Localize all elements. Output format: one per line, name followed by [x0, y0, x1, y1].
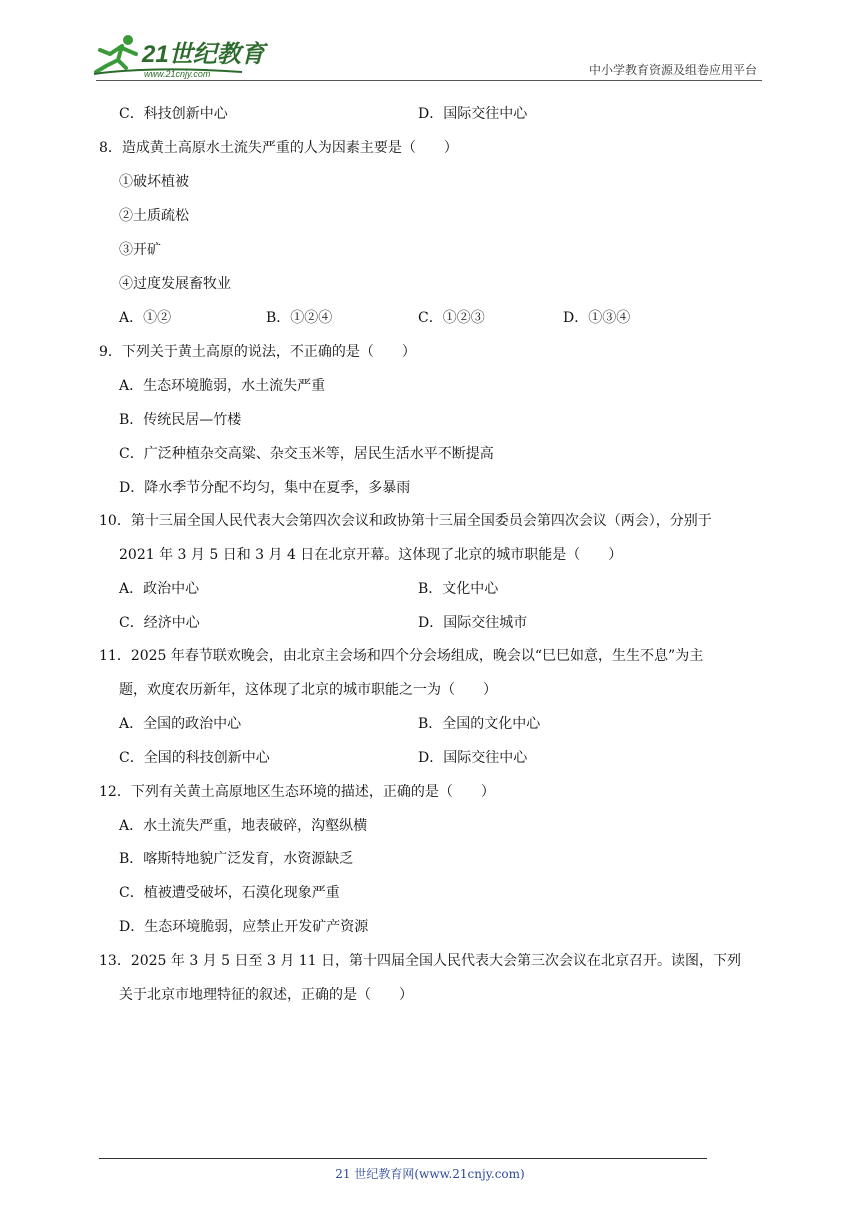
- q13-stem-line1: 13．2025 年 3 月 5 日至 3 月 11 日，第十四届全国人民代表大会第三次会议在北京召开。读图，下列: [99, 953, 742, 969]
- q8-item-2: ②土质疏松: [119, 208, 189, 224]
- q12-stem: 12．下列有关黄土高原地区生态环境的描述，正确的是（ ）: [99, 784, 495, 800]
- q10-option-c: C．经济中心: [119, 615, 200, 631]
- q11-option-d: D．国际交往中心: [418, 750, 528, 766]
- logo-url: www.21cnjy.com: [144, 69, 211, 79]
- q11-stem-line2: 题，欢度农历新年，这体现了北京的城市职能之一为（ ）: [119, 682, 497, 698]
- q9-option-b: B．传统民居—竹楼: [119, 412, 242, 428]
- q10-stem-line2: 2021 年 3 月 5 日和 3 月 4 日在北京开幕。这体现了北京的城市职能是（ ）: [119, 547, 623, 563]
- q10-option-a: A．政治中心: [119, 581, 200, 597]
- platform-name: 中小学教育资源及组卷应用平台: [588, 63, 757, 77]
- q8-stem: 8．造成黄土高原水土流失严重的人为因素主要是（ ）: [99, 140, 458, 156]
- q8-option-a: A．①②: [119, 310, 172, 326]
- q12-option-c: C．植被遭受破坏，石漠化现象严重: [119, 885, 340, 901]
- footer-link[interactable]: 21 世纪教育网(www.21cnjy.com): [335, 1167, 525, 1181]
- footer-divider: [99, 1158, 707, 1159]
- q9-option-d: D．降水季节分配不均匀，集中在夏季，多暴雨: [119, 480, 411, 496]
- q12-option-d: D．生态环境脆弱，应禁止开发矿产资源: [119, 919, 369, 935]
- q11-stem-line1: 11．2025 年春节联欢晚会，由北京主会场和四个分会场组成，晚会以“巳巳如意，生生不息”为主: [99, 648, 704, 664]
- q9-option-a: A．生态环境脆弱，水土流失严重: [119, 378, 326, 394]
- q12-option-a: A．水土流失严重，地表破碎，沟壑纵横: [119, 818, 368, 834]
- q8-option-c: C．①②③: [418, 310, 485, 326]
- q11-option-b: B．全国的文化中心: [418, 716, 541, 732]
- q9-stem: 9．下列关于黄土高原的说法，不正确的是（ ）: [99, 344, 416, 360]
- q7-option-d: D．国际交往中心: [418, 106, 528, 122]
- q12-option-b: B．喀斯特地貌广泛发育，水资源缺乏: [119, 851, 354, 867]
- q13-stem-line2: 关于北京市地理特征的叙述，正确的是（ ）: [119, 987, 413, 1003]
- q11-option-a: A．全国的政治中心: [119, 716, 242, 732]
- q11-option-c: C．全国的科技创新中心: [119, 750, 270, 766]
- q7-option-c: C．科技创新中心: [119, 106, 228, 122]
- site-logo[interactable]: [92, 32, 272, 80]
- q8-option-d: D．①③④: [563, 310, 631, 326]
- q8-item-1: ①破坏植被: [119, 174, 189, 190]
- q8-item-4: ④过度发展畜牧业: [119, 276, 231, 292]
- q10-option-d: D．国际交往城市: [418, 615, 528, 631]
- logo-text: 21世纪教育: [142, 41, 265, 68]
- q10-option-b: B．文化中心: [418, 581, 499, 597]
- q9-option-c: C．广泛种植杂交高粱、杂交玉米等，居民生活水平不断提高: [119, 446, 494, 462]
- logo-runner-icon: [92, 32, 272, 80]
- header-divider: [96, 80, 762, 81]
- q10-stem-line1: 10．第十三届全国人民代表大会第四次会议和政协第十三届全国委员会第四次会议（两会），分别于: [99, 513, 712, 529]
- q8-item-3: ③开矿: [119, 242, 161, 258]
- q8-option-b: B．①②④: [266, 310, 333, 326]
